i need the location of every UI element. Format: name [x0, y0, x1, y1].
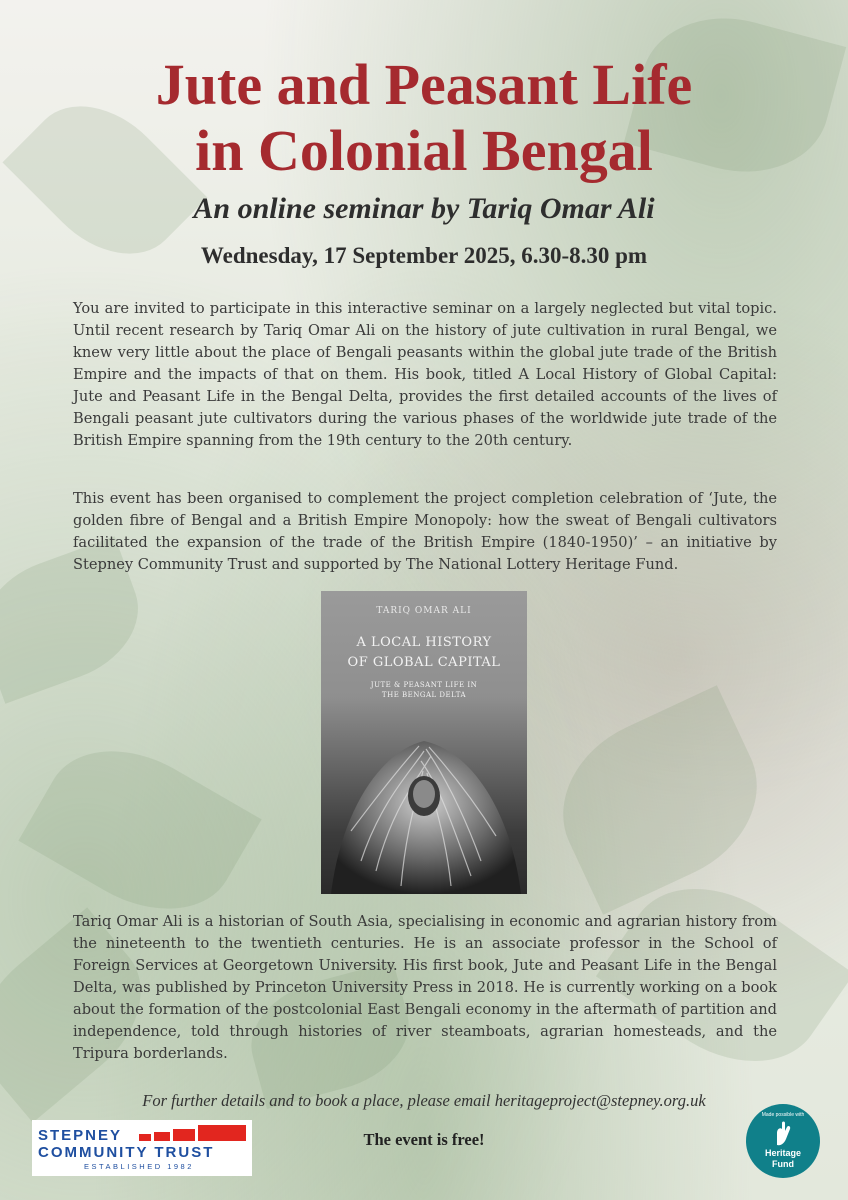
sct-logo-line2: COMMUNITY TRUST	[38, 1144, 215, 1161]
subtitle: An online seminar by Tariq Omar Ali	[193, 192, 655, 225]
sct-red-block-3	[173, 1129, 195, 1141]
book-cover-photo	[321, 711, 527, 894]
hf-logo-tagline: Made possible with	[761, 1112, 805, 1118]
contact-line: For further details and to book a place, please email heritageproject@stepney.org.uk	[142, 1091, 706, 1110]
stepney-community-trust-logo	[32, 1120, 252, 1176]
book-subtitle-line1: JUTE & PEASANT LIFE IN	[370, 681, 478, 689]
book-title-line2: OF GLOBAL CAPITAL	[347, 655, 501, 670]
sct-red-block-2	[154, 1132, 170, 1141]
sct-red-block-1	[139, 1134, 151, 1141]
heritage-fund-logo	[746, 1104, 820, 1178]
book-cover	[321, 591, 527, 894]
free-notice: The event is free!	[363, 1130, 485, 1149]
hf-logo-line2: Fund	[772, 1159, 794, 1169]
context-paragraph: This event has been organised to complement the project completion celebration of ‘Jute, the golden fibre of Bengal and a British Empire Monopoly: how the sweat of Bengali cultivators facilitated the expansion of the trade of the British Empire (1840-1950)’ – an initiative by Stepney Community Trust and supported by The National Lottery Heritage Fund.	[73, 490, 777, 573]
crossed-fingers-icon	[771, 1121, 795, 1147]
page-title-line1: Jute and Peasant Life	[155, 52, 693, 117]
sct-red-block-4	[198, 1125, 246, 1141]
speaker-bio-paragraph: Tariq Omar Ali is a historian of South Asia, specialising in economic and agrarian history from the nineteenth to the twentieth centuries. He is an associate professor in the School of Foreign Services at Georgetown University. His first book, Jute and Peasant Life in the Bengal Delta, was published by Princeton University Press in 2018. He is currently working on a book about the formation of the postcolonial East Bengali economy in the aftermath of partition and independence, told through histories of river steamboats, agrarian homesteads, and the Tripura borderlands.	[73, 913, 777, 1062]
sct-logo-line3: ESTABLISHED 1982	[84, 1162, 194, 1171]
book-subtitle	[321, 680, 527, 700]
intro-paragraph: You are invited to participate in this interactive seminar on a largely neglected but vital topic. Until recent research by Tariq Omar Ali on the history of jute cultivation in rural Bengal, we knew very little about the place of Bengali peasants within the global jute trade of the British Empire and the impacts of that on them. His book, titled A Local History of Global Capital: Jute and Peasant Life in the Bengal Delta, provides the first detailed accounts of the lives of Bengali peasant jute cultivators during the various phases of the worldwide jute trade of the British Empire spanning from the 19th century to the 20th century.	[73, 300, 777, 449]
book-title-line1: A LOCAL HISTORY	[356, 635, 492, 650]
book-author: TARIQ OMAR ALI	[376, 606, 472, 616]
hf-logo-line1: Heritage	[764, 1148, 801, 1158]
book-subtitle-line2: THE BENGAL DELTA	[381, 691, 467, 699]
page-title-line2: in Colonial Bengal	[195, 118, 653, 183]
event-date: Wednesday, 17 September 2025, 6.30-8.30 pm	[200, 243, 648, 268]
book-title	[321, 633, 527, 673]
sct-logo-line1: STEPNEY	[38, 1127, 123, 1144]
